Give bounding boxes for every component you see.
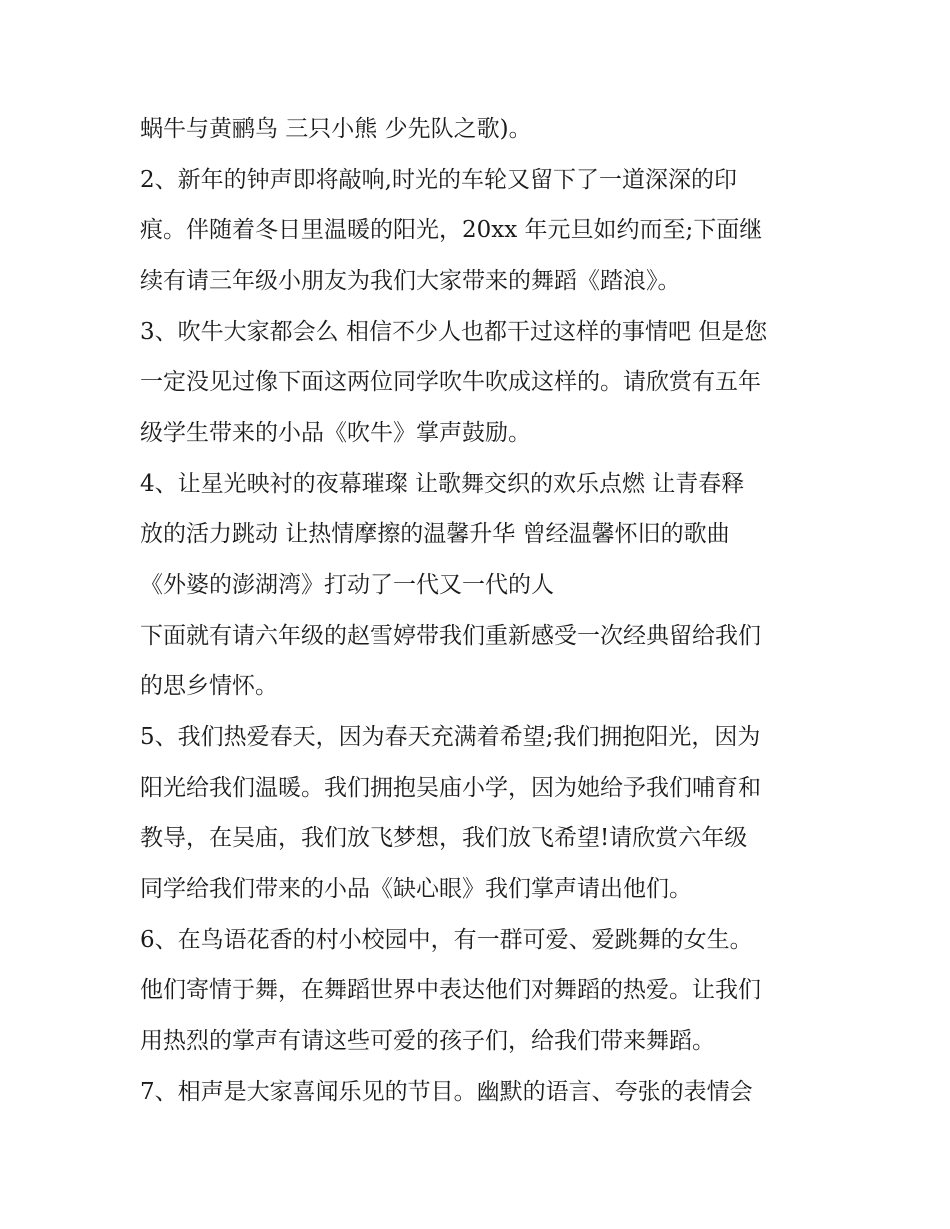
text-line: 级学生带来的小品《吹牛》掌声鼓励。 xyxy=(140,420,531,446)
text-line: 阳光给我们温暖。我们拥抱吴庙小学，因为她给予我们哺育和 xyxy=(140,775,761,801)
text-line: 续有请三年级小朋友为我们大家带来的舞蹈《踏浪》。 xyxy=(140,268,681,294)
text-line: 教导，在吴庙，我们放飞梦想，我们放飞希望!请欣赏六年级 xyxy=(140,825,748,851)
text-line: 2、新年的钟声即将敲响,时光的车轮又留下了一道深深的印 xyxy=(140,167,737,193)
text-line: 4、让星光映衬的夜幕璀璨 让歌舞交织的欢乐点燃 让青春释 xyxy=(140,471,745,497)
text-line: 7、相声是大家喜闻乐见的节目。幽默的语言、夸张的表情会 xyxy=(140,1079,753,1105)
text-line: 3、吹牛大家都会么 相信不少人也都干过这样的事情吧 但是您 xyxy=(140,319,768,345)
text-line: 的思乡情怀。 xyxy=(140,673,278,699)
text-line: 《外婆的澎湖湾》打动了一代又一代的人 xyxy=(140,572,554,598)
text-line: 6、在鸟语花香的村小校园中，有一群可爱、爱跳舞的女生。 xyxy=(140,927,753,953)
text-line: 痕。伴随着冬日里温暖的阳光，20xx 年元旦如约而至;下面继 xyxy=(140,217,763,243)
text-line: 他们寄情于舞，在舞蹈世界中表达他们对舞蹈的热爱。让我们 xyxy=(140,977,761,1003)
text-line: 5、我们热爱春天，因为春天充满着希望;我们拥抱阳光，因为 xyxy=(140,724,761,750)
text-line: 蜗牛与黄鹂鸟 三只小熊 少先队之歌)。 xyxy=(140,116,532,142)
text-line: 放的活力跳动 让热情摩擦的温馨升华 曾经温馨怀旧的歌曲 xyxy=(140,521,730,547)
text-line: 同学给我们带来的小品《缺心眼》我们掌声请出他们。 xyxy=(140,876,692,902)
text-line: 一定没见过像下面这两位同学吹牛吹成这样的。请欣赏有五年 xyxy=(140,369,761,395)
text-line: 下面就有请六年级的赵雪婷带我们重新感受一次经典留给我们 xyxy=(140,623,761,649)
text-line: 用热烈的掌声有请这些可爱的孩子们，给我们带来舞蹈。 xyxy=(140,1028,715,1054)
